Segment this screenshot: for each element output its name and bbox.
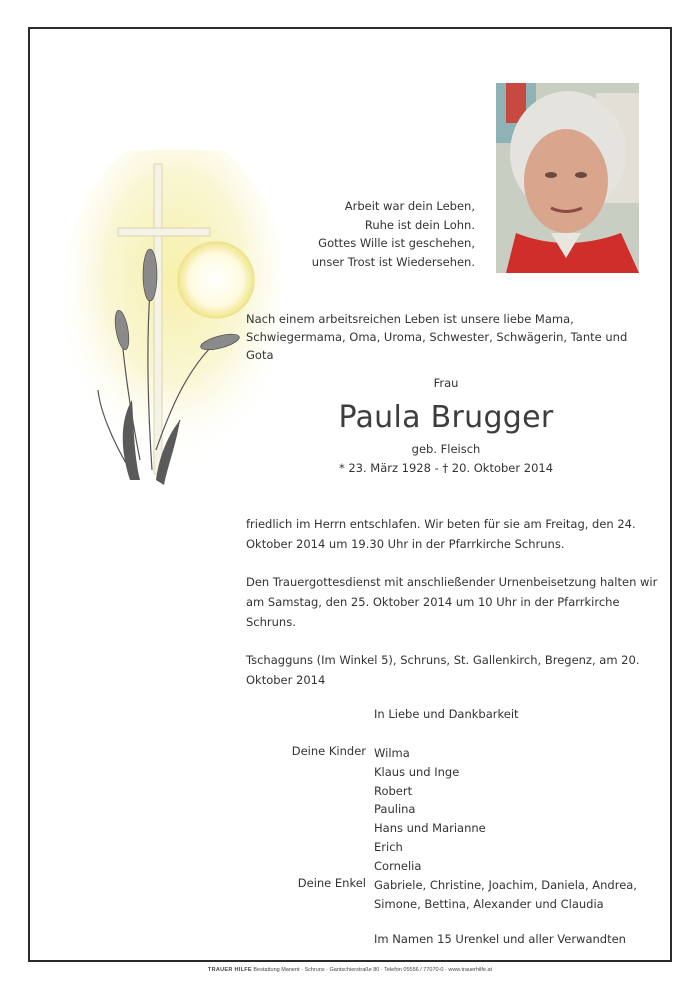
poem-line: Gottes Wille ist geschehen, [318, 236, 475, 250]
footer-brand: TRAUER HILFE [207, 967, 252, 973]
poem-line: Ruhe ist dein Lohn. [364, 217, 475, 232]
paragraph-service: Den Trauergottesdienst mit anschließender Urnenbeisetzung halten wir am Samstag, den 25. Oktober 2014 um 10 Uhr in der Pfarrkirche Schruns. [246, 575, 658, 629]
kids-list [374, 744, 486, 876]
list-item: Paulina [374, 802, 416, 817]
final-line: Im Namen 15 Urenkel und aller Verwandten [374, 932, 626, 946]
portrait-photo [496, 83, 639, 273]
life-dates: * 23. März 1928 - † 20. Oktober 2014 [338, 461, 554, 475]
poem-line: unser Trost ist Wiedersehen. [311, 254, 475, 269]
grandchildren-list: Gabriele, Christine, Joachim, Daniela, Andrea, Simone, Bettina, Alexander und Claudia [374, 878, 637, 911]
closing-line: In Liebe und Dankbarkeit [374, 707, 519, 721]
list-item: Erich [374, 839, 403, 854]
poem [312, 197, 475, 271]
kids-label: Deine Kinder [291, 744, 366, 758]
list-item: Hans und Marianne [374, 821, 486, 836]
title-frau: Frau [433, 376, 459, 390]
paragraph-place-date: Tschagguns (Im Winkel 5), Schruns, St. Gallenkirch, Bregenz, am 20. Oktober 2014 [246, 653, 640, 687]
list-item: Wilma [374, 746, 410, 760]
grandchildren-label: Deine Enkel [297, 876, 366, 890]
footer [0, 967, 700, 973]
deceased-name: Paula Brugger [338, 400, 554, 435]
poem-line: Arbeit war dein Leben, [344, 199, 475, 213]
maiden-name: geb. Fleisch [411, 442, 481, 456]
list-item: Robert [374, 783, 413, 798]
list-item: Cornelia [374, 858, 422, 873]
list-item: Klaus und Inge [374, 764, 460, 779]
paragraph-prayer: friedlich im Herrn entschlafen. Wir beten für sie am Freitag, den 24. Oktober 2014 um 19.30 Uhr in der Pfarrkirche Schruns. [246, 517, 636, 551]
footer-text: Bestattung Manent · Schruns · Gantschierstraße 80 · Telefon 05556 / 77070-0 · www.trauerhilfe.at [253, 967, 493, 973]
intro-text: Nach einem arbeitsreichen Leben ist unsere liebe Mama, Schwiegermama, Oma, Uroma, Schwester, Schwägerin, Tante und Gota [246, 312, 628, 362]
